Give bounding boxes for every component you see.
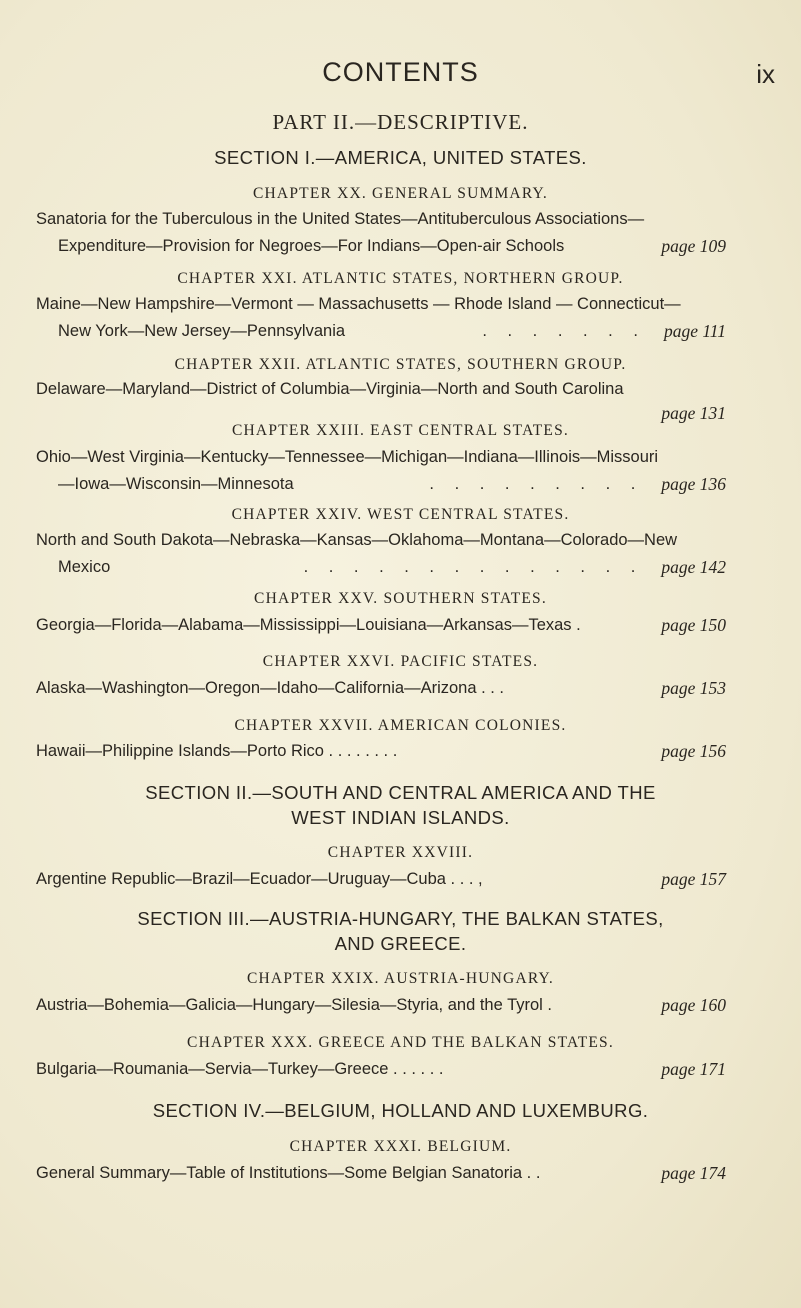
page-reference: page 109: [661, 236, 726, 256]
page-reference: page 142: [661, 557, 726, 577]
entry-line: Sanatoria for the Tuberculous in the United States—Antituberculous Associations—: [36, 210, 645, 228]
entry-text: New York—New Jersey—Pennsylvania: [58, 322, 346, 340]
toc-entry: [36, 527, 726, 581]
section-heading-line: SECTION II.—SOUTH AND CENTRAL AMERICA AND THE: [145, 782, 656, 803]
entry-line: [36, 992, 726, 1019]
section-heading-line: AND GREECE.: [334, 933, 467, 954]
chapter-heading: CHAPTER XXXI. BELGIUM.: [289, 1138, 512, 1155]
section-heading: SECTION I.—AMERICA, UNITED STATES.: [214, 147, 587, 168]
toc-entry: [36, 206, 726, 260]
entry-text: Austria—Bohemia—Galicia—Hungary—Silesia—Styria, and the Tyrol .: [36, 996, 552, 1014]
chapter-heading: CHAPTER XXVIII.: [327, 844, 474, 861]
entry-text: General Summary—Table of Institutions—Some Belgian Sanatoria . .: [36, 1164, 541, 1182]
page-reference: page 150: [661, 615, 726, 635]
entry-text: Georgia—Florida—Alabama—Mississippi—Louisiana—Arkansas—Texas .: [36, 616, 581, 634]
part-title: PART II.—DESCRIPTIVE.: [272, 110, 529, 134]
entry-line: [36, 738, 726, 765]
chapter-heading: CHAPTER XXVI. PACIFIC STATES.: [262, 653, 539, 670]
page-reference: page 160: [661, 995, 726, 1015]
entry-line: [36, 1056, 726, 1083]
entry-line: [36, 612, 726, 639]
chapter-heading: CHAPTER XXI. ATLANTIC STATES, NORTHERN GROUP.: [177, 270, 624, 287]
entry-line: Ohio—West Virginia—Kentucky—Tennessee—Michigan—Indiana—Illinois—Missouri: [36, 448, 659, 466]
entry-text: —Iowa—Wisconsin—Minnesota: [58, 475, 294, 493]
dot-leader: . . . . . . . . . . . . . .: [303, 558, 644, 576]
section-heading-line: SECTION III.—AUSTRIA-HUNGARY, THE BALKAN STATES,: [137, 908, 664, 929]
section-heading: [0, 906, 801, 956]
section-heading-line: WEST INDIAN ISLANDS.: [291, 807, 510, 828]
dot-leader: . . . . . . .: [482, 322, 646, 340]
chapter-heading: CHAPTER XXV. SOUTHERN STATES.: [254, 590, 547, 607]
toc-entry: [36, 675, 726, 702]
entry-line: Maine—New Hampshire—Vermont — Massachusetts — Rhode Island — Connecticut—: [36, 295, 681, 313]
toc-entry: [36, 444, 726, 498]
toc-entry: [36, 866, 726, 893]
entry-text: Bulgaria—Roumania—Servia—Turkey—Greece . . . . . .: [36, 1060, 444, 1078]
chapter-heading: CHAPTER XXIX. AUSTRIA-HUNGARY.: [247, 970, 554, 987]
entry-line: [36, 403, 726, 423]
running-head: [0, 57, 801, 97]
toc-entry: [36, 1056, 726, 1083]
entry-line: North and South Dakota—Nebraska—Kansas—Oklahoma—Montana—Colorado—New: [36, 531, 678, 549]
entry-text: Argentine Republic—Brazil—Ecuador—Uruguay—Cuba . . . ,: [36, 870, 483, 888]
page-number: ix: [756, 59, 775, 89]
entry-line: [36, 866, 726, 893]
toc-entry: [36, 738, 726, 765]
toc-entry: [36, 376, 726, 423]
page-reference: page 136: [661, 474, 726, 494]
toc-entry: [36, 612, 726, 639]
page-reference: page 156: [661, 741, 726, 761]
toc-entry: [36, 291, 726, 345]
entry-line: [36, 675, 726, 702]
toc-entry: [36, 992, 726, 1019]
running-head-title: CONTENTS: [322, 57, 479, 87]
chapter-heading: CHAPTER XXII. ATLANTIC STATES, SOUTHERN GROUP.: [174, 356, 627, 373]
entry-line: Delaware—Maryland—District of Columbia—Virginia—North and South Carolina: [36, 380, 624, 398]
entry-line: [36, 471, 726, 498]
entry-line: [36, 233, 726, 260]
chapter-heading: CHAPTER XXIII. EAST CENTRAL STATES.: [232, 422, 569, 439]
entry-line: [36, 1160, 726, 1187]
entry-text: Alaska—Washington—Oregon—Idaho—California—Arizona . . .: [36, 679, 505, 697]
toc-entry: [36, 1160, 726, 1187]
entry-text: Expenditure—Provision for Negroes—For Indians—Open-air Schools: [58, 237, 565, 255]
dot-leader: . . . . . . . . .: [429, 475, 644, 493]
section-heading: [0, 780, 801, 830]
entry-line: [36, 318, 726, 345]
entry-text: Hawaii—Philippine Islands—Porto Rico . . . . . . . .: [36, 742, 398, 760]
page-reference: page 174: [661, 1163, 726, 1183]
page-reference: page 171: [661, 1059, 726, 1079]
chapter-heading: CHAPTER XXX. GREECE AND THE BALKAN STATES.: [187, 1034, 614, 1051]
entry-line: [36, 554, 726, 581]
chapter-heading: CHAPTER XXIV. WEST CENTRAL STATES.: [231, 506, 570, 523]
section-heading: SECTION IV.—BELGIUM, HOLLAND AND LUXEMBURG.: [152, 1100, 649, 1121]
page-reference: page 157: [661, 869, 726, 889]
chapter-heading: CHAPTER XXVII. AMERICAN COLONIES.: [234, 717, 567, 734]
chapter-heading: CHAPTER XX. GENERAL SUMMARY.: [253, 185, 548, 202]
page-reference: page 131: [661, 403, 726, 423]
page-reference: page 111: [663, 321, 726, 341]
entry-text: Mexico: [58, 558, 111, 576]
page-reference: page 153: [661, 678, 726, 698]
